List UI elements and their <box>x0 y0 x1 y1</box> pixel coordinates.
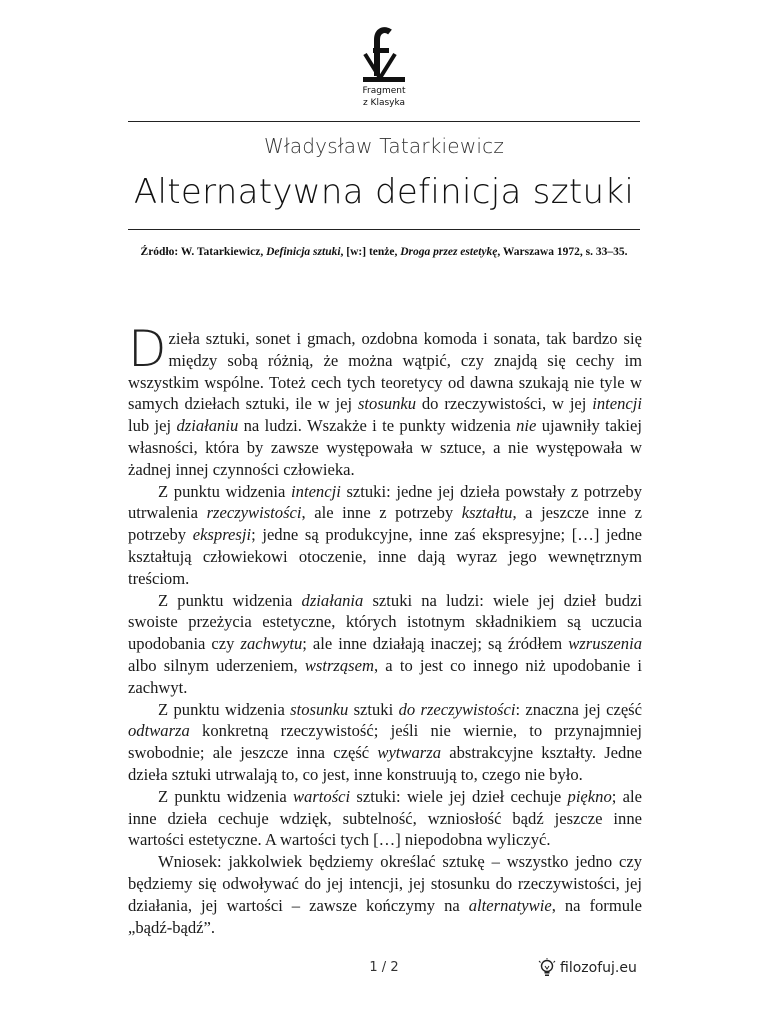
emphasis-text: intencji <box>291 481 341 501</box>
site-brand-link[interactable] <box>538 958 637 978</box>
text-run: lub jej <box>128 416 177 436</box>
text-run: ; jedne są produkcyjne, inne zaś ekspresyjne; […] jedne kształtują człowiekowi otoczenie, inne dają wyraz jego wewnętrznym treściom. <box>128 525 642 588</box>
paragraph-6 <box>128 851 642 938</box>
text-run: ; ale inne dzieła cechuje wdzięk, subtelność, wzniosłość bądź jeszcze inne wartości estetyczne. A wartości tych […] niepodobna wyliczyć. <box>128 786 642 850</box>
site-brand-text: filozofuj.eu <box>560 960 637 976</box>
page-number: 1 / 2 <box>369 960 399 975</box>
fragment-logo-icon <box>361 26 407 84</box>
paragraph-3 <box>128 590 642 699</box>
emphasis-text: wzruszenia <box>568 634 642 654</box>
emphasis-text: wartości <box>292 786 351 806</box>
emphasis-text: rzeczywistości <box>206 503 302 523</box>
emphasis-text: piękno <box>567 786 612 806</box>
source-prefix: Źródło: W. Tatarkiewicz, <box>140 246 267 258</box>
article-body <box>128 320 643 938</box>
text-run: sztuki na ludzi: wiele jej dzieł budzi swoiste przeżycia estetyczne, których istotnym składnikiem są uczucia upodobania czy <box>128 590 643 654</box>
emphasis-text: alternatywie <box>468 895 552 915</box>
text-run: Z punktu widzenia <box>158 699 291 719</box>
emphasis-text: wytwarza <box>377 743 441 763</box>
lightbulb-icon <box>538 958 556 978</box>
text-run: Wniosek: jakkolwiek będziemy określać sztukę – wszystko jedno czy będziemy się odwoływać do jej intencji, jej stosunku do rzeczywistości, jej działania, jej wartości – zawsze kończymy na <box>128 852 642 915</box>
logo-text-line1: Fragment <box>362 86 406 96</box>
header-rule-top <box>128 121 640 122</box>
page-title: Alternatywna definicja sztuki <box>133 172 635 212</box>
paragraph-5 <box>128 786 642 851</box>
paragraph-1 <box>128 320 643 481</box>
text-run: , na formule „bądź-bądź”. <box>128 895 642 937</box>
text-run: ; ale inne działają inaczej; są źródłem <box>302 634 569 654</box>
emphasis-text: nie <box>516 416 537 436</box>
logo-text-line2: z Klasyka <box>362 98 406 108</box>
text-run: , ale inne z potrzeby <box>301 503 462 523</box>
emphasis-text: kształtu <box>461 503 513 523</box>
text-run: zieła sztuki, sonet i gmach, ozdobna komoda i sonata, tak bardzo się między sobą różnią, że można wątpić, czy znajdą się cechy im wszystkim wspólne. Toteż cech tych teoretycy od dawna szukają nie tyle w samych dziełach sztuki, ile w jej <box>128 329 642 414</box>
text-run: Z punktu widzenia <box>158 481 292 501</box>
source-middle: , [w:] tenże, <box>340 246 401 258</box>
fragment-z-klasyka-logo <box>351 26 417 108</box>
emphasis-text: do rzeczywistości <box>398 699 516 719</box>
text-run: na ludzi. Wszakże i te punkty widzenia <box>238 416 517 436</box>
text-run: do rzeczywistości, w jej <box>416 394 593 414</box>
emphasis-text: intencji <box>592 394 643 414</box>
text-run: sztuki: wiele jej dzieł cechuje <box>350 786 568 806</box>
text-run: albo silnym uderzeniem, <box>128 655 305 675</box>
source-suffix: , Warszawa 1972, s. 33–35. <box>497 246 628 258</box>
text-run: , a to jest co innego niż upodobanie i zachwyt. <box>128 655 642 697</box>
text-run: konkretną rzeczywistość; jeśli nie wiernie, to przynajmniej swobodnie; ale jeszcze inna część <box>128 721 642 763</box>
text-run: abstrakcyjne kształty. Jedne dzieła sztuki utrwalają to, co jest, inne konstruują to, czego nie było. <box>128 743 642 784</box>
paragraph-4 <box>128 699 642 786</box>
paragraph-2 <box>128 481 642 590</box>
emphasis-text: stosunku <box>357 394 417 414</box>
emphasis-text: działania <box>301 590 364 610</box>
text-run: Z punktu widzenia <box>158 590 302 610</box>
author-name: Władysław Tatarkiewicz <box>263 134 505 158</box>
text-run: ujawniły takiej własności, która by zawsze występowała w sztuce, a nie występowała w żadnej innej czynności człowieka. <box>128 416 642 479</box>
emphasis-text: wstrząsem <box>304 655 374 675</box>
source-work-title: Definicja sztuki <box>266 246 341 258</box>
source-book-title: Droga przez estetykę <box>400 246 498 258</box>
drop-cap: D <box>128 320 167 378</box>
emphasis-text: działaniu <box>176 416 239 436</box>
emphasis-text: ekspresji <box>192 525 252 545</box>
text-run: : znaczna jej część <box>515 699 643 719</box>
emphasis-text: stosunku <box>290 699 349 719</box>
emphasis-text: zachwytu <box>240 634 303 654</box>
text-run: sztuki: jedne jej dzieła powstały z potrzeby utrwalenia <box>128 481 642 523</box>
text-run: sztuki <box>348 699 399 719</box>
emphasis-text: odtwarza <box>128 721 190 741</box>
text-run: Z punktu widzenia <box>158 786 293 806</box>
header-rule-bottom <box>128 229 640 230</box>
source-citation <box>128 243 640 261</box>
text-run: , a jeszcze inne z potrzeby <box>128 503 642 545</box>
